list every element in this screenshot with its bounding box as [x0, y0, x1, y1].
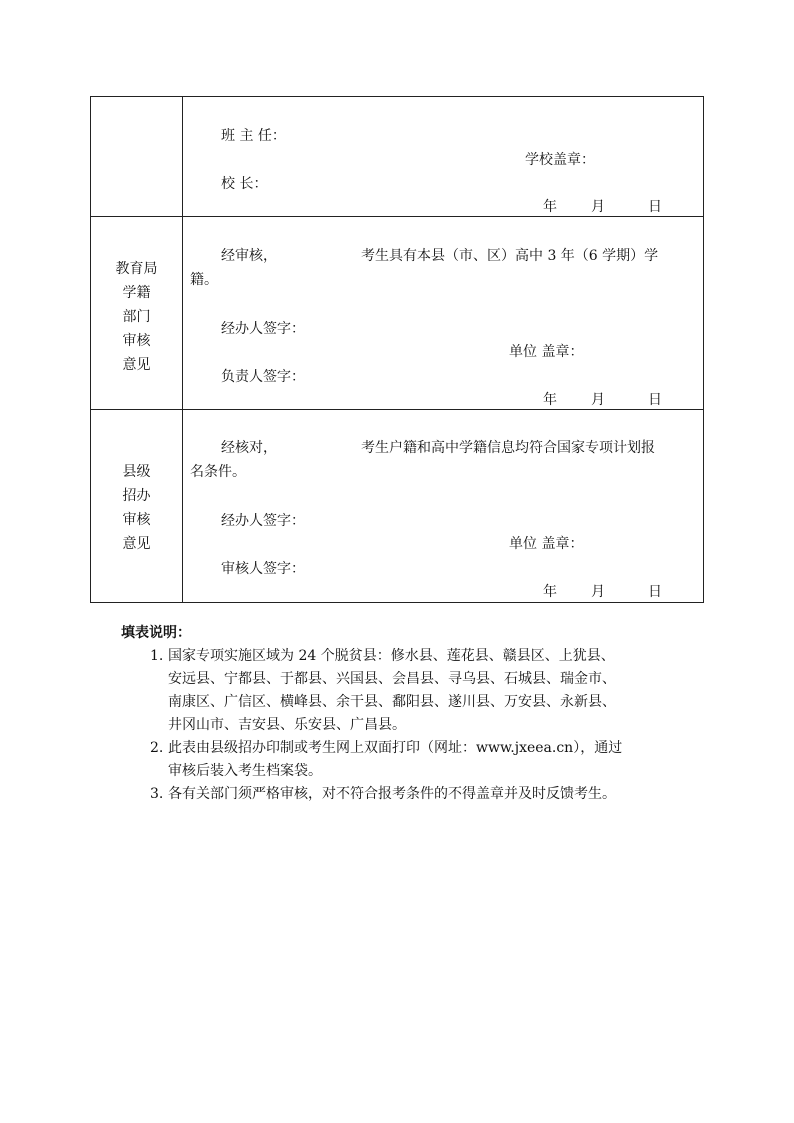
enrollment-statement-line2: 籍。 — [190, 272, 218, 288]
date-year: 年 — [543, 392, 557, 408]
date-year: 年 — [543, 199, 557, 215]
verified-text: 经审核， — [221, 248, 277, 264]
note-item-2: 2. 此表由县级招办印制或考生网上双面打印（网址：www.jxeea.cn），通过 审核后装入考生档案袋。 — [150, 740, 623, 779]
handler-signature-label: 经办人签字： — [221, 321, 305, 337]
eligibility-statement-line2: 名条件。 — [190, 464, 246, 480]
date-year: 年 — [543, 584, 557, 600]
principal-label: 校 长： — [221, 176, 268, 192]
review-form-table — [90, 96, 704, 603]
school-seal-label: 学校盖章： — [525, 152, 595, 168]
date-day: 日 — [648, 199, 662, 215]
row-divider-2 — [91, 409, 703, 410]
handler-signature-label: 经办人签字： — [221, 513, 305, 529]
headteacher-label: 班 主 任： — [221, 128, 286, 144]
date-day: 日 — [648, 584, 662, 600]
column-divider — [182, 97, 183, 602]
note-item-3: 3. 各有关部门须严格审核，对不符合报考条件的不得盖章并及时反馈考生。 — [150, 786, 616, 802]
unit-seal-label: 单位 盖章： — [509, 344, 584, 360]
eligibility-statement-line1: 考生户籍和高中学籍信息均符合国家专项计划报 — [361, 440, 655, 456]
unit-seal-label: 单位 盖章： — [509, 536, 584, 552]
responsible-signature-label: 负责人签字： — [221, 369, 305, 385]
education-bureau-label: 教育局 学籍 部门 审核 意见 — [115, 261, 158, 373]
date-month: 月 — [591, 584, 605, 600]
row-divider-1 — [91, 216, 703, 217]
date-month: 月 — [591, 199, 605, 215]
reviewer-signature-label: 审核人签字： — [221, 561, 305, 577]
enrollment-statement-line1: 考生具有本县（市、区）高中 3 年（6 学期）学 — [361, 248, 659, 264]
note-item-1: 1. 国家专项实施区域为 24 个脱贫县：修水县、莲花县、赣县区、上犹县、 安远县、宁都县、于都县、兴国县、会昌县、寻乌县、石城县、瑞金市、 南康区、广信区、横峰县、余干县、鄱阳县、遂川县、万安县、永新县、 井冈山市、吉安县、乐安县、广昌县。 — [150, 648, 616, 733]
notes-title: 填表说明： — [121, 625, 191, 641]
date-day: 日 — [648, 392, 662, 408]
date-month: 月 — [591, 392, 605, 408]
checked-text: 经核对， — [221, 440, 277, 456]
county-office-label: 县级 招办 审核 意见 — [122, 464, 151, 552]
